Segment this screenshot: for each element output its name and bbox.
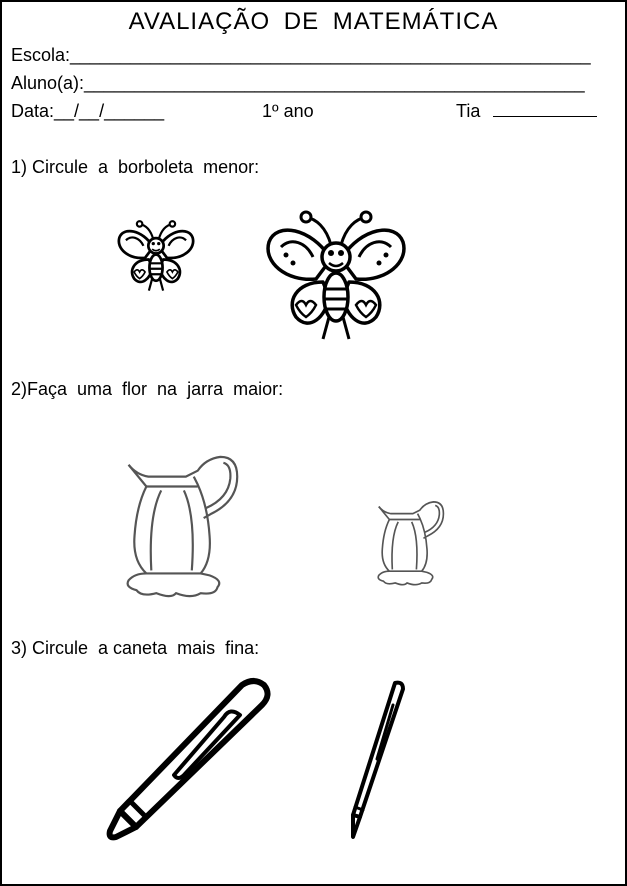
student-field: Aluno(a):__________________________________________________ <box>11 73 585 93</box>
butterfly-icon <box>260 197 412 347</box>
school-field: Escola:____________________________________________________ <box>11 45 591 65</box>
jug-icon <box>105 447 247 605</box>
question-1: 1) Circule a borboleta menor: <box>11 157 260 177</box>
jug-icon <box>365 496 449 590</box>
pen-icon <box>102 677 272 842</box>
question-3: 3) Circule a caneta mais fina: <box>11 638 260 658</box>
butterfly-icon <box>115 212 197 296</box>
question-2: 2)Faça uma flor na jarra maior: <box>11 379 284 399</box>
teacher-label: Tia <box>456 101 481 121</box>
page-title: AVALIAÇÃO DE MATEMÁTICA <box>128 8 499 35</box>
date-field: Data:__/__/______ <box>11 101 165 121</box>
grade-label: 1º ano <box>262 101 314 121</box>
teacher-field-line <box>493 116 597 117</box>
pen-icon <box>345 679 409 843</box>
